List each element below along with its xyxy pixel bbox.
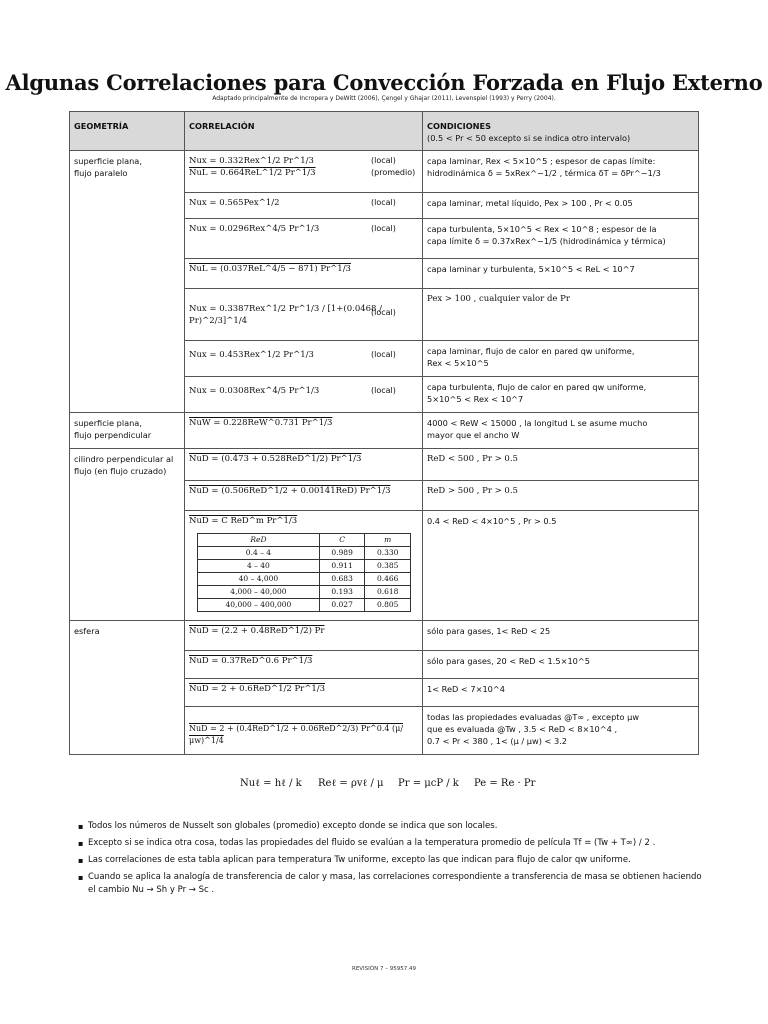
- condition-cell: [423, 289, 699, 341]
- correlation-formula: NuD = (2.2 + 0.48ReD^1/2) Pr: [189, 626, 325, 636]
- mini-table-row: [198, 573, 411, 586]
- condition-text: Pex > 100 , cualquier valor de Pr: [427, 294, 570, 304]
- mini-cell: 0.4 – 4: [198, 547, 320, 560]
- header-conditions-label: CONDICIONES: [427, 121, 492, 131]
- correlation-tag: (local): [371, 198, 396, 207]
- condition-text: capa turbulenta, flujo de calor en pared qw uniforme,: [427, 382, 647, 392]
- correlation-cell: [185, 511, 423, 621]
- condition-text: todas las propiedades evaluadas @T∞ , excepto μw: [427, 712, 640, 722]
- note-item: ▪ Excepto si se indica otra cosa, todas las propiedades del fluido se evalúan a la temperatura promedio de película Tf = (Tw + T∞) / 2 .: [78, 837, 703, 850]
- mini-cell: 0.911: [319, 560, 365, 573]
- correlation-cell: [185, 651, 423, 679]
- condition-cell: [423, 679, 699, 707]
- condition-cell: [423, 377, 699, 413]
- nusselt-definition: Nuℓ = hℓ / k: [240, 778, 302, 789]
- condition-text: capa laminar y turbulenta, 5×10^5 < ReL < 10^7: [427, 264, 635, 274]
- correlation-formula: NuD = 2 + (0.4ReD^1/2 + 0.06ReD^2/3) Pr^0.4 (μ/μw)^1/4: [189, 724, 404, 745]
- mini-cell: 0.330: [365, 547, 411, 560]
- header-conditions: [423, 112, 699, 151]
- condition-text: capa límite δ = 0.37xRex^−1/5 (hidrodinámica y térmica): [427, 236, 666, 246]
- correlation-formula: NuD = 0.37ReD^0.6 Pr^1/3: [189, 656, 313, 666]
- note-item: ▪ Las correlaciones de esta tabla aplican para temperatura Tw uniforme, excepto las que indican para flujo de calor qw uniforme.: [78, 854, 703, 867]
- geometry-cell: [70, 621, 185, 755]
- correlation-formula: NuL = 0.664ReL^1/2 Pr^1/3: [189, 168, 316, 178]
- mini-cell: 0.193: [319, 586, 365, 599]
- table-row: [70, 449, 699, 481]
- condition-cell: [423, 259, 699, 289]
- table-row: [70, 151, 699, 193]
- geometry-cell: [70, 449, 185, 621]
- mini-header-m: m: [365, 534, 411, 547]
- header-correlation: CORRELACIÓN: [185, 112, 423, 151]
- reynolds-definition: Reℓ = ρvℓ / μ: [318, 778, 384, 789]
- correlation-tag: (promedio): [371, 168, 416, 177]
- correlation-formula: Nux = 0.3387Rex^1/2 Pr^1/3 / [1+(0.0468 / Pr)^2/3]^1/4: [189, 304, 383, 326]
- correlation-formula: NuD = 2 + 0.6ReD^1/2 Pr^1/3: [189, 684, 326, 694]
- geometry-label: cilindro perpendicular al: [74, 454, 174, 464]
- geometry-label: flujo perpendicular: [74, 430, 152, 440]
- correlation-formula: Nux = 0.0296Rex^4/5 Pr^1/3: [189, 224, 320, 234]
- prandtl-definition: Pr = μcP / k: [398, 778, 459, 789]
- correlation-tag: (local): [371, 156, 396, 165]
- condition-cell: [423, 151, 699, 193]
- condition-text: capa turbulenta, 5×10^5 < Rex < 10^8 ; espesor de la: [427, 224, 657, 234]
- correlation-formula: NuD = (0.506ReD^1/2 + 0.00141ReD) Pr^1/3: [189, 486, 391, 496]
- condition-cell: [423, 511, 699, 621]
- mini-cell: 4,000 – 40,000: [198, 586, 320, 599]
- geometry-label: superficie plana,: [74, 418, 142, 428]
- geometry-label: esfera: [74, 626, 100, 636]
- table-row: [70, 621, 699, 651]
- correlation-formula: NuW = 0.228ReW^0.731 Pr^1/3: [189, 418, 333, 428]
- condition-text: capa laminar, Rex < 5×10^5 ; espesor de capas límite:: [427, 156, 656, 166]
- condition-cell: [423, 621, 699, 651]
- table-header-row: [70, 112, 699, 151]
- condition-cell: [423, 481, 699, 511]
- correlation-formula: Nux = 0.0308Rex^4/5 Pr^1/3: [189, 386, 320, 396]
- condition-text: capa laminar, flujo de calor en pared qw uniforme,: [427, 346, 635, 356]
- correlation-cell: [185, 151, 423, 193]
- condition-text: que es evaluada @Tw , 3.5 < ReD < 8×10^4 ,: [427, 724, 618, 734]
- mini-header-c: C: [319, 534, 365, 547]
- page-title: Algunas Correlaciones para Convección Forzada en Flujo Externo: [5, 70, 763, 95]
- condition-text: mayor que el ancho W: [427, 430, 520, 440]
- correlation-cell: [185, 481, 423, 511]
- note-item: ▪ Cuando se aplica la analogía de transferencia de calor y masa, las correlaciones correspondiente a transferencia de masa se obtienen haciendo el cambio Nu → Sh y Pr → Sc .: [78, 871, 703, 897]
- header-conditions-range: (0.5 < Pr < 50 excepto si se indica otro intervalo): [427, 133, 631, 143]
- geometry-label: superficie plana,: [74, 156, 142, 166]
- condition-text: 5×10^5 < Rex < 10^7: [427, 394, 524, 404]
- mini-table-row: [198, 586, 411, 599]
- correlation-cell: [185, 679, 423, 707]
- condition-text: Rex < 5×10^5: [427, 358, 489, 368]
- correlation-cell: [185, 621, 423, 651]
- condition-text: capa laminar, metal líquido, Pex > 100 , Pr < 0.05: [427, 198, 633, 208]
- condition-text: sólo para gases, 1< ReD < 25: [427, 626, 551, 636]
- header-geometry: GEOMETRÍA: [70, 112, 185, 151]
- mini-table-header: [198, 534, 411, 547]
- condition-cell: [423, 341, 699, 377]
- correlation-tag: (local): [371, 350, 396, 359]
- correlation-cell: [185, 707, 423, 755]
- page-subtitle: Adaptado principalmente de Incropera y DeWitt (2006), Çengel y Ghajar (2011), Levenspiel (1993) y Perry (2004).: [212, 95, 556, 102]
- correlation-cell: [185, 219, 423, 259]
- correlation-cell: [185, 193, 423, 219]
- condition-text: 0.7 < Pr < 380 , 1< (μ / μw) < 3.2: [427, 736, 567, 746]
- note-item: ▪ Todos los números de Nusselt son globales (promedio) excepto donde se indica que son locales.: [78, 820, 703, 833]
- condition-text: ReD < 500 , Pr > 0.5: [427, 454, 518, 464]
- correlation-formula: NuD = C ReD^m Pr^1/3: [189, 516, 298, 526]
- geometry-cell: [70, 413, 185, 449]
- peclet-definition: Pe = Re · Pr: [474, 778, 536, 789]
- condition-cell: [423, 707, 699, 755]
- revision-footer: REVISIÓN 7 – 95957.49: [352, 966, 416, 972]
- condition-text: hidrodinámica δ = 5xRex^−1/2 , térmica δT = δPr^−1/3: [427, 168, 661, 178]
- correlation-formula: NuL = (0.037ReL^4/5 − 871) Pr^1/3: [189, 264, 351, 274]
- mini-cell: 40 – 4,000: [198, 573, 320, 586]
- correlation-tag: (local): [371, 386, 396, 395]
- geometry-cell: [70, 151, 185, 413]
- table-row: [70, 413, 699, 449]
- correlation-cell: [185, 289, 423, 341]
- correlation-cell: [185, 377, 423, 413]
- geometry-label: flujo (en flujo cruzado): [74, 466, 167, 476]
- condition-text: 1< ReD < 7×10^4: [427, 684, 505, 694]
- mini-cell: 0.805: [365, 599, 411, 612]
- correlation-cell: [185, 259, 423, 289]
- condition-cell: [423, 449, 699, 481]
- condition-text: sólo para gases, 20 < ReD < 1.5×10^5: [427, 656, 590, 666]
- condition-text: 4000 < ReW < 15000 , la longitud L se asume mucho: [427, 418, 648, 428]
- condition-cell: [423, 219, 699, 259]
- condition-cell: [423, 651, 699, 679]
- mini-cell: 0.618: [365, 586, 411, 599]
- mini-cell: 0.989: [319, 547, 365, 560]
- correlation-tag: (local): [371, 308, 396, 317]
- mini-table-row: [198, 599, 411, 612]
- correlation-cell: [185, 341, 423, 377]
- mini-cell: 0.683: [319, 573, 365, 586]
- notes-list: [78, 820, 703, 901]
- condition-cell: [423, 193, 699, 219]
- correlation-formula: NuD = (0.473 + 0.528ReD^1/2) Pr^1/3: [189, 454, 362, 464]
- mini-header-red: ReD: [198, 534, 320, 547]
- condition-text: 0.4 < ReD < 4×10^5 , Pr > 0.5: [427, 516, 557, 526]
- correlation-cell: [185, 449, 423, 481]
- condition-text: ReD > 500 , Pr > 0.5: [427, 486, 518, 496]
- mini-table-row: [198, 547, 411, 560]
- correlation-cell: [185, 413, 423, 449]
- condition-cell: [423, 413, 699, 449]
- mini-cell: 0.027: [319, 599, 365, 612]
- geometry-label: flujo paralelo: [74, 168, 128, 178]
- mini-cell: 40,000 – 400,000: [198, 599, 320, 612]
- mini-cell: 4 – 40: [198, 560, 320, 573]
- mini-table-row: [198, 560, 411, 573]
- correlation-formula: Nux = 0.453Rex^1/2 Pr^1/3: [189, 350, 314, 360]
- mini-cell: 0.466: [365, 573, 411, 586]
- mini-cell: 0.385: [365, 560, 411, 573]
- correlation-tag: (local): [371, 224, 396, 233]
- correlation-formula: Nux = 0.565Pex^1/2: [189, 198, 280, 208]
- correlations-table: [69, 111, 699, 755]
- cylinder-coefficient-table: [197, 533, 411, 612]
- correlation-formula: Nux = 0.332Rex^1/2 Pr^1/3: [189, 156, 314, 166]
